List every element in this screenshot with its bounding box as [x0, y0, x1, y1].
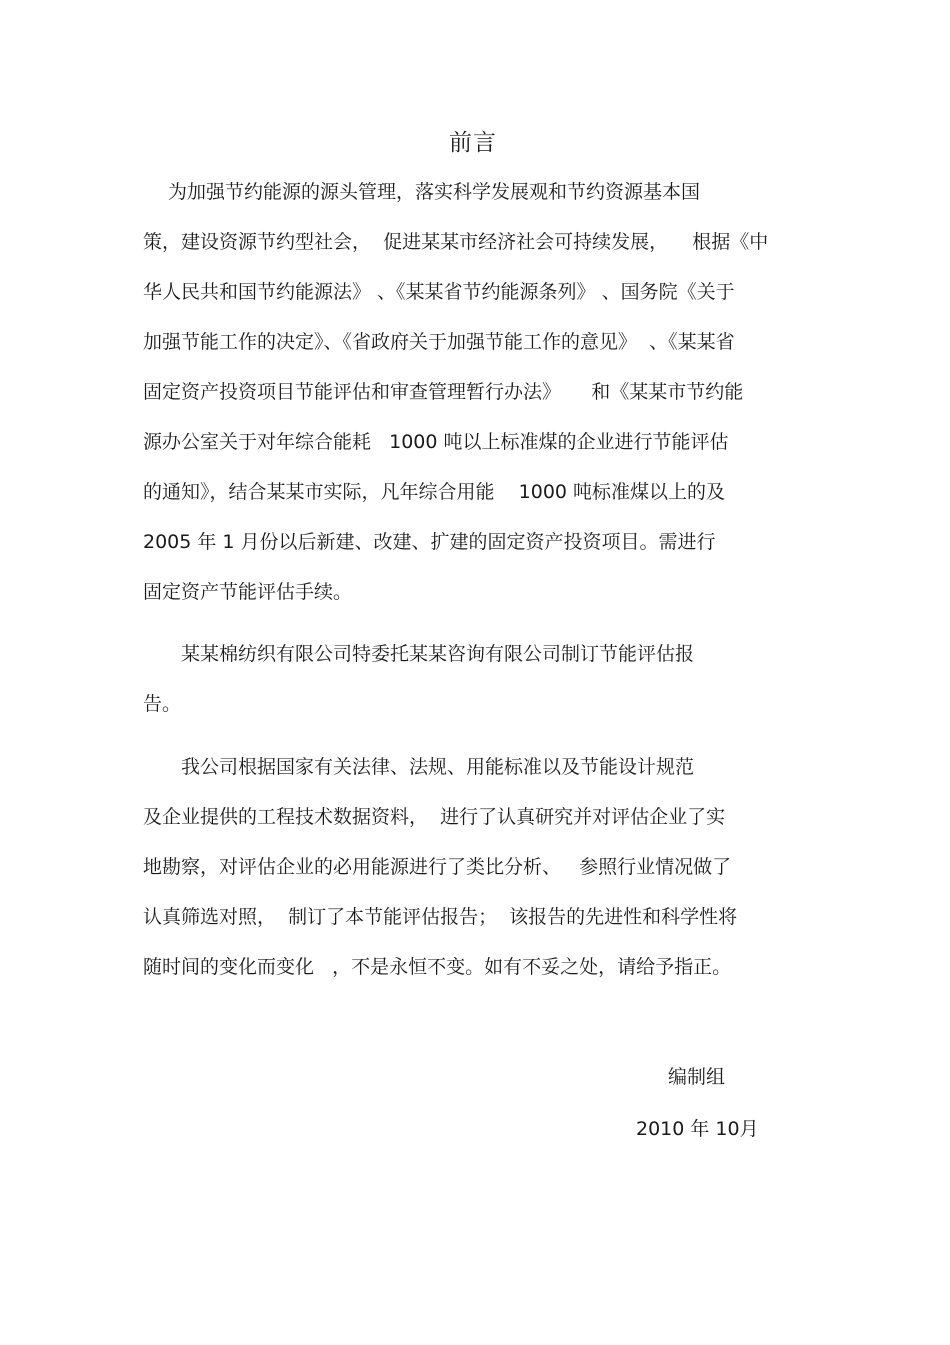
paragraph-1-line: 策，建设资源节约型社会， 促进某某市经济社会可持续发展， 根据《中: [143, 231, 769, 253]
paragraph-3-line: 随时间的变化而变化 ，不是永恒不变。如有不妥之处，请给予指正。: [143, 956, 732, 978]
signature-group: 编制组: [668, 1066, 726, 1088]
paragraph-1-line: 华人民共和国节约能源法》 、《某某省节约能源条列》 、国务院《关于: [143, 281, 735, 303]
paragraph-1-line: 固定资产节能评估手续。: [143, 581, 353, 603]
paragraph-1-line: 的通知》，结合某某市实际，凡年综合用能 1000 吨标准煤以上的及: [143, 481, 726, 503]
paragraph-1-line: 2005 年 1 月份以后新建、改建、扩建的固定资产投资项目。需进行: [143, 531, 716, 553]
paragraph-3-line: 及企业提供的工程技术数据资料， 进行了认真研究并对评估企业了实: [143, 806, 726, 828]
paragraph-3-line: 认真筛选对照， 制订了本节能评估报告； 该报告的先进性和科学性将: [143, 906, 738, 928]
paragraph-1-line: 固定资产投资项目节能评估和审查管理暂行办法》 和《某某市节约能: [143, 381, 744, 403]
page-title: 前言: [449, 130, 497, 156]
paragraph-3-line: 我公司根据国家有关法律、法规、用能标准以及节能设计规范: [143, 756, 695, 778]
paragraph-2-line: 某某棉纺织有限公司特委托某某咨询有限公司制订节能评估报: [143, 643, 695, 665]
paragraph-1-line: 加强节能工作的决定》、《省政府关于加强节能工作的意见》 、《某某省: [143, 331, 735, 353]
paragraph-1-line: 为加强节约能源的源头管理，落实科学发展观和节约资源基本国: [143, 181, 701, 203]
paragraph-3-line: 地勘察，对评估企业的必用能源进行了类比分析、 参照行业情况做了: [143, 856, 732, 878]
paragraph-2-line: 告。: [143, 693, 182, 715]
signature-date: 2010 年 10月: [636, 1118, 759, 1140]
paragraph-1-line: 源办公室关于对年综合能耗 1000 吨以上标准煤的企业进行节能评估: [143, 431, 729, 453]
